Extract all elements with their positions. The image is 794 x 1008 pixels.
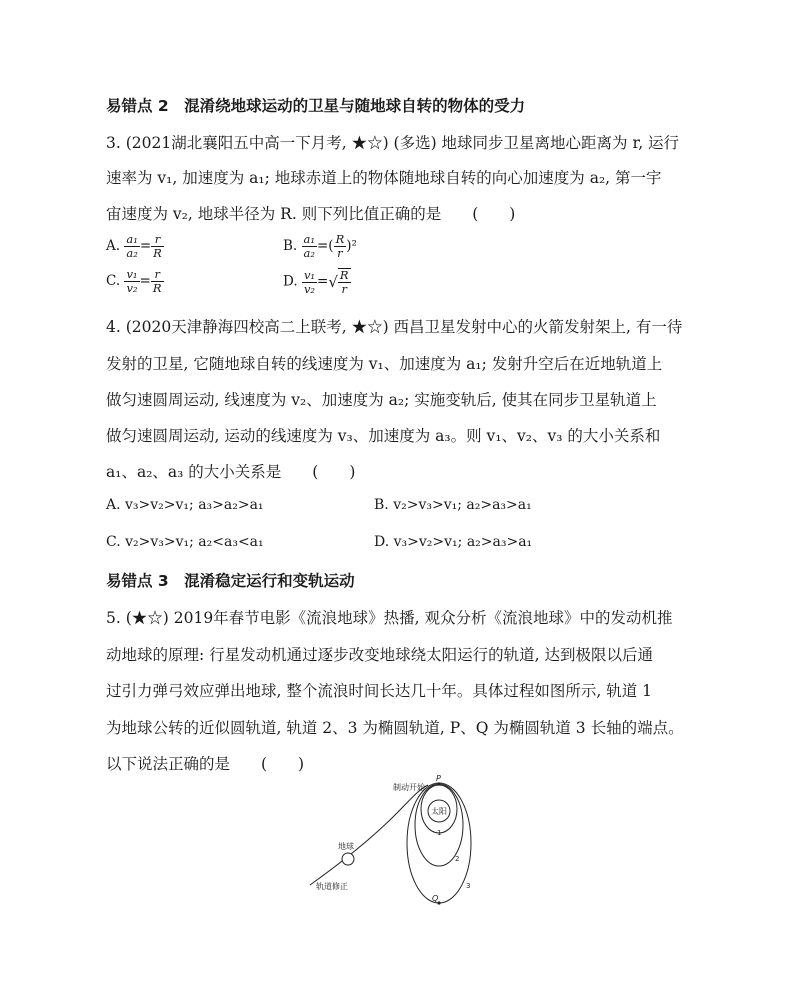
fraction: $\frac{\text{v₁}}{\text{v₂}}$ [303, 267, 316, 296]
fraction: $\frac{r}{R}$ [153, 232, 162, 260]
label-sun: 太阳 [431, 807, 447, 816]
label-earth: 地球 [338, 842, 354, 851]
q3-line-2: 速率为 v₁, 加速度为 a₁; 地球赤道上的物体随地球自转的向心加速度为 a₂, 第一宇 [106, 169, 662, 187]
q4-line-2: 发射的卫星, 它随地球自转的线速度为 v₁、加速度为 a₁; 发射升空后在近地轨道上 [106, 355, 663, 373]
label-brake-start: 制动开始 [393, 783, 425, 792]
q3-option-d[interactable]: D. $\frac{\text{v₁}}{\text{v₂}}$ =√ $\frac{R}{r}$ [283, 267, 349, 296]
section-heading-3: 易错点 3 混淆稳定运行和变轨运动 [106, 572, 355, 590]
label-orbit-1: 1 [437, 829, 442, 837]
label-orbit-3: 3 [466, 882, 471, 890]
q5-line-5: 以下说法正确的是 ( ) [106, 755, 305, 773]
q5-line-1: 5. (★☆) 2019年春节电影《流浪地球》热播, 观众分析《流浪地球》中的发动机推 [106, 609, 673, 627]
label-orbit-correction: 轨道修正 [316, 882, 348, 891]
fraction: $\frac{\text{v₁}}{\text{v₂}}$ [126, 267, 138, 295]
q5-line-2: 动地球的原理: 行星发动机通过逐步改变地球绕太阳运行的轨道, 达到极限以后通 [106, 646, 654, 664]
q4-option-c[interactable]: C. v₂>v₃>v₁; a₂<a₃<a₁ [106, 534, 264, 550]
q3-line-3: 宙速度为 v₂, 地球半径为 R. 则下列比值正确的是 ( ) [106, 205, 516, 223]
q4-option-d[interactable]: D. v₃>v₂>v₁; a₂>a₃>a₁ [374, 534, 533, 550]
fraction: $\frac{R}{r}$ [339, 268, 349, 296]
fraction: $\frac{r}{R}$ [152, 267, 162, 295]
q4-line-3: 做匀速圆周运动, 线速度为 v₂、加速度为 a₂; 实施变轨后, 使其在同步卫星轨道上 [106, 391, 657, 409]
q4-line-5: a₁、a₂、a₃ 的大小关系是 ( ) [106, 463, 356, 481]
q3-option-c[interactable]: C. $\frac{\text{v₁}}{\text{v₂}}$ = $\frac{r}{R}$ [106, 267, 162, 295]
q4-line-4: 做匀速圆周运动, 运动的线速度为 v₃、加速度为 a₃。则 v₁、v₂、v₃ 的大小关系和 [106, 427, 661, 445]
q4-option-b[interactable]: B. v₂>v₃>v₁; a₂>a₃>a₁ [374, 497, 532, 513]
fraction: $\frac{R}{r}$ [335, 232, 345, 260]
orbit-diagram [300, 775, 500, 915]
section-heading-2: 易错点 2 混淆绕地球运动的卫星与随地球自转的物体的受力 [106, 97, 526, 115]
fraction: $\frac{\text{a₁}}{\text{a₂}}$ [126, 232, 138, 260]
label-q: Q [432, 894, 439, 903]
label-orbit-2: 2 [455, 855, 460, 863]
q4-line-1: 4. (2020天津静海四校高二上联考, ★☆) 西昌卫星发射中心的火箭发射架上, 有一待 [106, 318, 683, 336]
q5-line-4: 为地球公转的近似圆轨道, 轨道 2、3 为椭圆轨道, P、Q 为椭圆轨道 3 长轴的端点。 [106, 719, 684, 737]
sqrt-sign: √ [328, 273, 338, 291]
q3-option-a[interactable]: A. $\frac{\text{a₁}}{\text{a₂}}$ = $\frac{r}{R}$ [106, 232, 162, 260]
label-p: P [436, 775, 441, 783]
earth-icon [342, 853, 354, 865]
q3-line-1: 3. (2021湖北襄阳五中高一下月考, ★☆) (多选) 地球同步卫星离地心距离为 r, 运行 [106, 134, 680, 152]
fraction: $\frac{\text{a₁}}{\text{a₂}}$ [303, 232, 315, 260]
q5-line-3: 过引力弹弓效应弹出地球, 整个流浪时间长达几十年。具体过程如图所示, 轨道 1 [106, 682, 652, 700]
q4-option-a[interactable]: A. v₃>v₂>v₁; a₃>a₂>a₁ [106, 497, 264, 513]
orbit-2 [415, 784, 463, 866]
q3-option-b[interactable]: B. $\frac{\text{a₁}}{\text{a₂}}$ =( $\frac{R}{r}$ )² [283, 232, 357, 260]
